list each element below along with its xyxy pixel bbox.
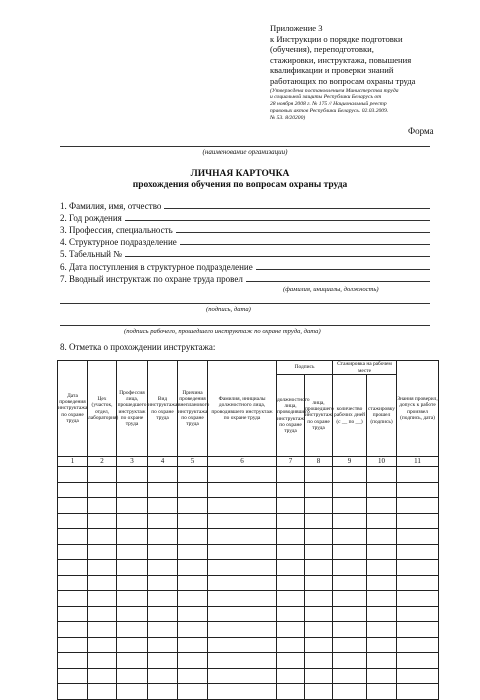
- table-cell[interactable]: [367, 513, 397, 529]
- table-cell[interactable]: [305, 560, 333, 576]
- table-cell[interactable]: [208, 498, 277, 514]
- table-cell[interactable]: [88, 653, 117, 669]
- table-cell[interactable]: [117, 653, 148, 669]
- table-cell[interactable]: [58, 575, 88, 591]
- table-cell[interactable]: [397, 622, 439, 638]
- column-number: 8: [305, 457, 333, 467]
- table-cell[interactable]: [148, 575, 178, 591]
- field-entry-date: [60, 260, 430, 272]
- table-cell[interactable]: [148, 560, 178, 576]
- table-cell[interactable]: [148, 591, 178, 607]
- table-cell[interactable]: [58, 668, 88, 684]
- table-cell[interactable]: [277, 606, 305, 622]
- table-cell[interactable]: [58, 467, 88, 483]
- table-cell[interactable]: [58, 529, 88, 545]
- table-row: [58, 622, 439, 638]
- header-instructor: Фамилия, инициалы должностного лица, проводившего инструктаж по охране труда: [208, 361, 277, 457]
- table-cell[interactable]: [208, 560, 277, 576]
- table-cell[interactable]: [333, 529, 367, 545]
- table-cell[interactable]: [397, 575, 439, 591]
- department-input-line[interactable]: [180, 236, 430, 245]
- table-cell[interactable]: [178, 684, 208, 700]
- table-cell[interactable]: [117, 498, 148, 514]
- table-cell[interactable]: [117, 467, 148, 483]
- table-row: [58, 668, 439, 684]
- column-number: 2: [88, 457, 117, 467]
- table-cell[interactable]: [208, 529, 277, 545]
- table-row: [58, 637, 439, 653]
- table-cell[interactable]: [277, 467, 305, 483]
- table-row: [58, 560, 439, 576]
- table-cell[interactable]: [208, 668, 277, 684]
- table-cell[interactable]: [397, 606, 439, 622]
- field-personnel-number: [60, 247, 430, 259]
- table-cell[interactable]: [178, 591, 208, 607]
- organization-caption: (наименование организации): [202, 148, 288, 156]
- card-subtitle: прохождения обучения по вопросам охраны труда: [132, 180, 348, 190]
- table-cell[interactable]: [367, 529, 397, 545]
- column-number: 6: [208, 457, 277, 467]
- table-cell[interactable]: [367, 653, 397, 669]
- table-cell[interactable]: [88, 575, 117, 591]
- table-cell[interactable]: [148, 482, 178, 498]
- caption-worker-signature: (подпись рабочего, прошедшего инструктаж по охране труда, дата): [124, 328, 321, 335]
- table-cell[interactable]: [208, 606, 277, 622]
- header-signature-trainee: лица, прошедшего инструктаж по охране труда: [305, 375, 333, 457]
- table-cell[interactable]: [117, 529, 148, 545]
- table-cell[interactable]: [277, 575, 305, 591]
- table-cell[interactable]: [367, 575, 397, 591]
- table-cell[interactable]: [117, 622, 148, 638]
- table-cell[interactable]: [305, 684, 333, 700]
- table-cell[interactable]: [208, 575, 277, 591]
- field-label: 2. Год рождения: [60, 213, 122, 223]
- table-cell[interactable]: [88, 637, 117, 653]
- table-cell[interactable]: [88, 529, 117, 545]
- field-label: 6. Дата поступления в структурное подразделение: [60, 262, 253, 272]
- appendix-line: работающих по вопросам охраны труда: [270, 75, 416, 86]
- table-cell[interactable]: [58, 498, 88, 514]
- table-cell[interactable]: [333, 544, 367, 560]
- table-cell[interactable]: [148, 684, 178, 700]
- table-cell[interactable]: [367, 668, 397, 684]
- table-cell[interactable]: [58, 482, 88, 498]
- table-row: [58, 684, 439, 700]
- table-cell[interactable]: [208, 591, 277, 607]
- table-row: [58, 498, 439, 514]
- table-cell[interactable]: [333, 482, 367, 498]
- header-reason: Причина проведения внепланового инструктажа по охране труда: [178, 361, 208, 457]
- table-cell[interactable]: [367, 467, 397, 483]
- table-cell[interactable]: [88, 467, 117, 483]
- table-cell[interactable]: [305, 606, 333, 622]
- table-cell[interactable]: [333, 684, 367, 700]
- table-cell[interactable]: [117, 575, 148, 591]
- field-full-name: [60, 199, 430, 211]
- table-cell[interactable]: [117, 637, 148, 653]
- table-cell[interactable]: [117, 668, 148, 684]
- table-cell[interactable]: [208, 684, 277, 700]
- caption-signature-date: (подпись, дата): [206, 306, 251, 313]
- table-cell[interactable]: [277, 482, 305, 498]
- table-row: [58, 653, 439, 669]
- column-number: 4: [148, 457, 178, 467]
- section-8-heading: 8. Отметка о прохождении инструктажа:: [60, 342, 216, 352]
- appendix-line: квалификации и проверки знаний: [270, 65, 394, 76]
- table-cell[interactable]: [397, 684, 439, 700]
- table-cell[interactable]: [367, 560, 397, 576]
- table-cell[interactable]: [367, 544, 397, 560]
- header-briefing-type: Вид инструктажа по охране труда: [148, 361, 178, 457]
- table-row: [58, 482, 439, 498]
- table-cell[interactable]: [305, 498, 333, 514]
- table-cell[interactable]: [148, 513, 178, 529]
- table-cell[interactable]: [88, 606, 117, 622]
- table-row: [58, 591, 439, 607]
- table-cell[interactable]: [58, 513, 88, 529]
- table-cell[interactable]: [277, 653, 305, 669]
- appendix-block: [270, 23, 450, 122]
- table-cell[interactable]: [367, 591, 397, 607]
- signature-date-line[interactable]: [60, 303, 430, 304]
- table-cell[interactable]: [178, 482, 208, 498]
- table-cell[interactable]: [397, 637, 439, 653]
- table-cell[interactable]: [397, 560, 439, 576]
- table-cell[interactable]: [397, 482, 439, 498]
- table-cell[interactable]: [117, 544, 148, 560]
- table-cell[interactable]: [397, 467, 439, 483]
- table-cell[interactable]: [178, 668, 208, 684]
- table-cell[interactable]: [88, 513, 117, 529]
- table-cell[interactable]: [88, 668, 117, 684]
- appendix-line: (обучения), переподготовки,: [270, 44, 374, 55]
- table-cell[interactable]: [148, 467, 178, 483]
- note-line: (Утверждена постановлением Министерства труда: [270, 87, 399, 94]
- table-cell[interactable]: [367, 684, 397, 700]
- table-cell[interactable]: [305, 482, 333, 498]
- header-internship: Стажировка на рабочем месте: [333, 361, 397, 375]
- header-internship-days: количество рабочих дней (с __ по __): [333, 375, 367, 457]
- column-number: 10: [367, 457, 397, 467]
- table-cell[interactable]: [88, 591, 117, 607]
- table-cell[interactable]: [277, 544, 305, 560]
- table-cell[interactable]: [397, 544, 439, 560]
- field-profession: [60, 223, 430, 235]
- briefing-table: [57, 360, 439, 700]
- table-cell[interactable]: [333, 606, 367, 622]
- personnel-number-input-line[interactable]: [125, 248, 430, 257]
- table-cell[interactable]: [333, 467, 367, 483]
- header-signature-official: должностного лица, проводившего инструктаж по охране труда: [277, 375, 305, 457]
- table-cell[interactable]: [333, 668, 367, 684]
- table-cell[interactable]: [208, 467, 277, 483]
- table-row: [58, 606, 439, 622]
- table-cell[interactable]: [117, 591, 148, 607]
- column-number: 11: [397, 457, 439, 467]
- table-cell[interactable]: [178, 653, 208, 669]
- header-date: Дата проведения инструктажа по охране труда: [58, 361, 88, 457]
- table-row: [58, 467, 439, 483]
- table-cell[interactable]: [333, 637, 367, 653]
- table-cell[interactable]: [277, 560, 305, 576]
- table-cell[interactable]: [58, 653, 88, 669]
- field-introductory-briefing: [60, 272, 430, 284]
- profession-input-line[interactable]: [176, 224, 430, 233]
- table-row: [58, 575, 439, 591]
- table-cell[interactable]: [58, 560, 88, 576]
- table-cell[interactable]: [148, 498, 178, 514]
- header-workshop: Цех (участок, отдел, лаборатория): [88, 361, 117, 457]
- table-row: [58, 513, 439, 529]
- table-cell[interactable]: [58, 684, 88, 700]
- table-cell[interactable]: [88, 544, 117, 560]
- column-number: 1: [58, 457, 88, 467]
- note-line: № 53. 8/20200): [270, 114, 306, 121]
- table-cell[interactable]: [148, 637, 178, 653]
- table-cell[interactable]: [367, 498, 397, 514]
- table-body: [58, 467, 439, 700]
- note-line: 28 ноября 2008 г. № 175 // Национальный реестр: [270, 101, 387, 108]
- header-internship-passed: стажировку прошел (подпись): [367, 375, 397, 457]
- table-cell[interactable]: [208, 653, 277, 669]
- table-cell[interactable]: [397, 513, 439, 529]
- appendix-line: к Инструкции о порядке подготовки: [270, 33, 403, 44]
- table-cell[interactable]: [88, 622, 117, 638]
- table-cell[interactable]: [148, 622, 178, 638]
- field-label: 5. Табельный №: [60, 249, 122, 259]
- field-label: 7. Вводный инструктаж по охране труда провел: [60, 274, 243, 284]
- birth-year-input-line[interactable]: [125, 212, 430, 221]
- table-cell[interactable]: [58, 591, 88, 607]
- field-department: [60, 235, 430, 247]
- table-cell[interactable]: [305, 637, 333, 653]
- table-cell[interactable]: [117, 606, 148, 622]
- field-label: 3. Профессия, специальность: [60, 225, 173, 235]
- table-cell[interactable]: [277, 591, 305, 607]
- table-cell[interactable]: [117, 482, 148, 498]
- table-cell[interactable]: [178, 560, 208, 576]
- table-cell[interactable]: [367, 606, 397, 622]
- table-cell[interactable]: [148, 544, 178, 560]
- table-cell[interactable]: [367, 637, 397, 653]
- form-label: Форма: [408, 126, 434, 136]
- table-cell[interactable]: [277, 622, 305, 638]
- introductory-briefing-input-line[interactable]: [246, 273, 430, 282]
- table-cell[interactable]: [333, 498, 367, 514]
- header-signature: Подпись: [277, 361, 333, 375]
- organization-field-line[interactable]: [60, 146, 430, 147]
- table-cell[interactable]: [178, 513, 208, 529]
- table-cell[interactable]: [397, 529, 439, 545]
- table-cell[interactable]: [178, 467, 208, 483]
- column-number: 7: [277, 457, 305, 467]
- table-cell[interactable]: [305, 668, 333, 684]
- table-cell[interactable]: [58, 544, 88, 560]
- table-cell[interactable]: [88, 684, 117, 700]
- entry-date-input-line[interactable]: [256, 261, 430, 270]
- table-cell[interactable]: [277, 668, 305, 684]
- table-cell[interactable]: [178, 544, 208, 560]
- appendix-note: [270, 88, 450, 122]
- table-cell[interactable]: [305, 622, 333, 638]
- table-cell[interactable]: [178, 606, 208, 622]
- header-knowledge-check: Знания проверил, допуск к работе произвел (подпись, дата): [397, 361, 439, 457]
- table-cell[interactable]: [277, 498, 305, 514]
- table-cell[interactable]: [333, 575, 367, 591]
- table-cell[interactable]: [178, 498, 208, 514]
- note-line: и социальной защиты Республики Беларусь от: [270, 94, 382, 101]
- table-cell[interactable]: [333, 560, 367, 576]
- table-cell[interactable]: [208, 637, 277, 653]
- table-cell[interactable]: [208, 513, 277, 529]
- table-cell[interactable]: [148, 653, 178, 669]
- table-cell[interactable]: [58, 637, 88, 653]
- table-cell[interactable]: [333, 513, 367, 529]
- table-cell[interactable]: [305, 529, 333, 545]
- table-cell[interactable]: [277, 529, 305, 545]
- table-cell[interactable]: [277, 513, 305, 529]
- table-cell[interactable]: [208, 622, 277, 638]
- table-cell[interactable]: [397, 668, 439, 684]
- table-cell[interactable]: [117, 560, 148, 576]
- appendix-line: Приложение 3: [270, 23, 323, 33]
- table-cell[interactable]: [333, 591, 367, 607]
- column-number: 5: [178, 457, 208, 467]
- column-number: 9: [333, 457, 367, 467]
- table-cell[interactable]: [178, 622, 208, 638]
- table-cell[interactable]: [148, 606, 178, 622]
- field-birth-year: [60, 211, 430, 223]
- field-label: 4. Структурное подразделение: [60, 237, 177, 247]
- table-cell[interactable]: [367, 622, 397, 638]
- full-name-input-line[interactable]: [164, 200, 430, 209]
- table-cell[interactable]: [178, 529, 208, 545]
- table-cell[interactable]: [367, 482, 397, 498]
- table-cell[interactable]: [305, 467, 333, 483]
- appendix-line: стажировки, инструктажа, повышения: [270, 54, 412, 65]
- table-cell[interactable]: [58, 606, 88, 622]
- table-cell[interactable]: [397, 653, 439, 669]
- worker-signature-line[interactable]: [60, 325, 430, 326]
- table-cell[interactable]: [305, 544, 333, 560]
- table-cell[interactable]: [333, 653, 367, 669]
- table-cell[interactable]: [208, 544, 277, 560]
- field-label: 1. Фамилия, имя, отчество: [60, 201, 162, 211]
- note-line: правовых актов Республики Беларусь. 02.03.2009.: [270, 107, 389, 114]
- table-cell[interactable]: [117, 513, 148, 529]
- table-cell[interactable]: [58, 622, 88, 638]
- table-cell[interactable]: [148, 668, 178, 684]
- table-cell[interactable]: [88, 560, 117, 576]
- column-number: 3: [117, 457, 148, 467]
- table-cell[interactable]: [208, 482, 277, 498]
- table-row: [58, 529, 439, 545]
- table-cell[interactable]: [277, 684, 305, 700]
- caption-fio-position: (фамилия, инициалы, должность): [283, 286, 379, 293]
- card-title: ЛИЧНАЯ КАРТОЧКА: [190, 169, 290, 179]
- table-row: [58, 544, 439, 560]
- table-cell[interactable]: [88, 498, 117, 514]
- table-cell[interactable]: [117, 684, 148, 700]
- table-cell[interactable]: [397, 498, 439, 514]
- table-cell[interactable]: [178, 637, 208, 653]
- table-cell[interactable]: [333, 622, 367, 638]
- header-profession: Профессия лица, прошедшего инструктаж по охране труда: [117, 361, 148, 457]
- table-cell[interactable]: [305, 575, 333, 591]
- table-cell[interactable]: [88, 482, 117, 498]
- table-cell[interactable]: [305, 513, 333, 529]
- table-cell[interactable]: [148, 529, 178, 545]
- table-cell[interactable]: [397, 591, 439, 607]
- table-cell[interactable]: [305, 591, 333, 607]
- table-cell[interactable]: [277, 637, 305, 653]
- table-cell[interactable]: [305, 653, 333, 669]
- table-cell[interactable]: [178, 575, 208, 591]
